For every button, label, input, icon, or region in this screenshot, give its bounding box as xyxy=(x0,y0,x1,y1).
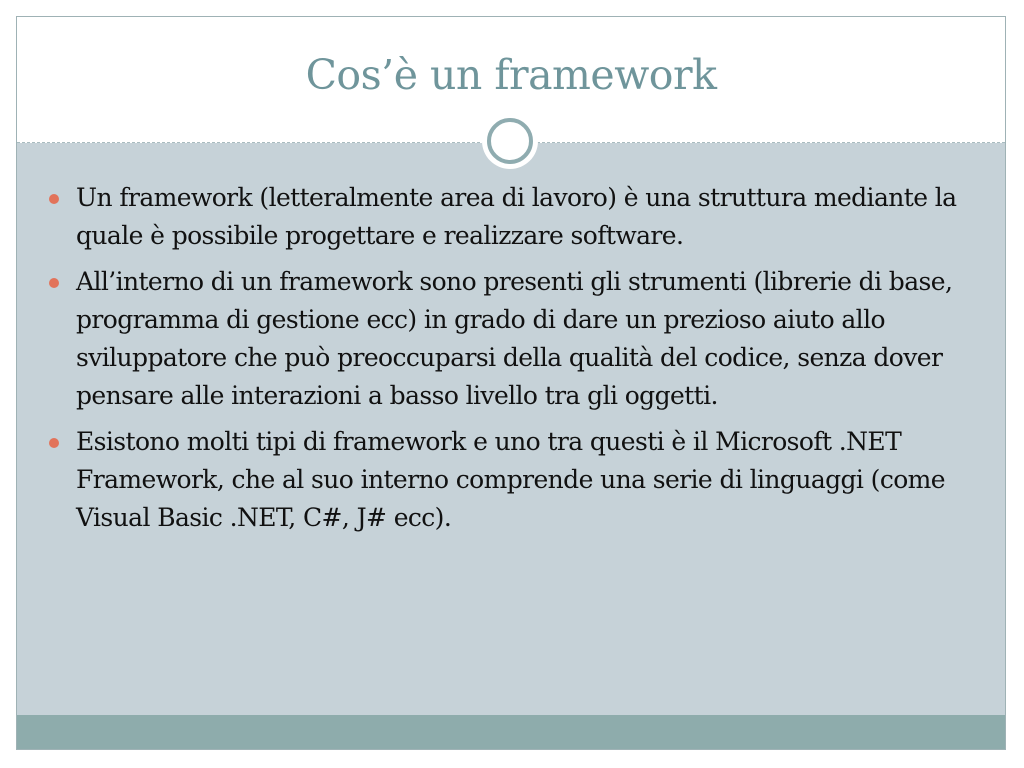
bullet-text: Un framework (letteralmente area di lavoro) è una struttura mediante la quale è possibile progettare e realizzare software. xyxy=(76,183,957,250)
slide xyxy=(16,16,1006,750)
circle-ornament-icon xyxy=(482,113,538,169)
list-item xyxy=(47,423,967,537)
list-item xyxy=(47,179,967,255)
bullet-icon xyxy=(49,438,59,448)
slide-title: Cos’è un framework xyxy=(305,51,717,99)
bullet-list xyxy=(47,179,967,545)
bullet-text: All’interno di un framework sono presenti gli strumenti (librerie di base, programma di gestione ecc) in grado di dare un prezioso aiuto allo sviluppatore che può preoccuparsi della qualità del codice, senza dover pensare alle interazioni a basso livello tra gli oggetti. xyxy=(76,267,953,410)
list-item xyxy=(47,263,967,415)
ornament-ring xyxy=(487,118,533,164)
footer-band xyxy=(17,715,1005,749)
bullet-text: Esistono molti tipi di framework e uno tra questi è il Microsoft .NET Framework, che al suo interno comprende una serie di linguaggi (come Visual Basic .NET, C#, J# ecc). xyxy=(76,427,945,532)
bullet-icon xyxy=(49,278,59,288)
bullet-icon xyxy=(49,194,59,204)
